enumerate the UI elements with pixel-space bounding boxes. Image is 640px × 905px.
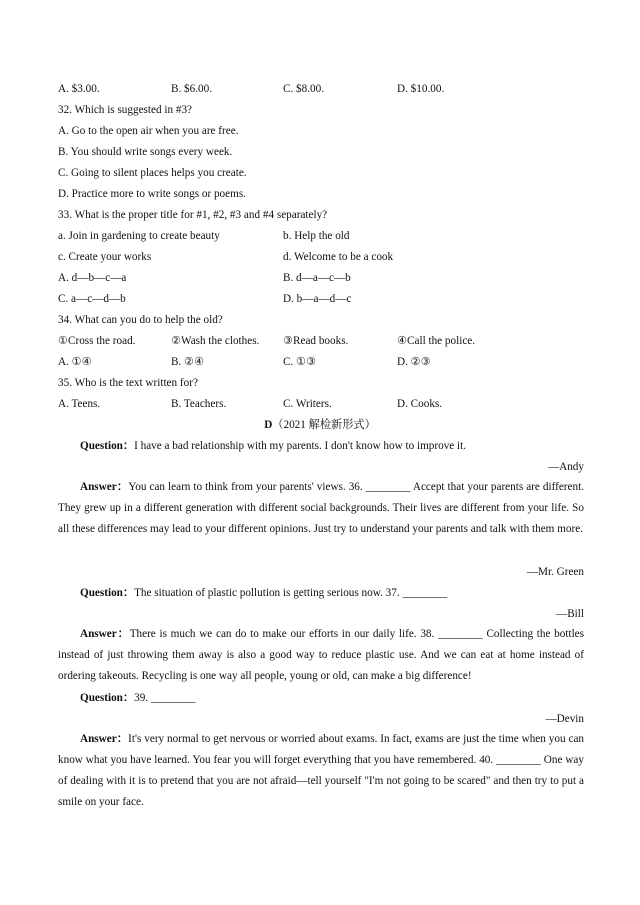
signature-mr-green: —Mr. Green <box>526 566 584 578</box>
section-heading <box>0 418 640 433</box>
q31-option-c: C. $8.00. <box>283 83 325 95</box>
answer-label: Answer： <box>80 628 130 640</box>
q32-stem: 32. Which is suggested in #3? <box>58 104 193 116</box>
q35-option-d: D. Cooks. <box>397 398 443 410</box>
question-label: Question： <box>80 692 135 704</box>
q32-option-c: C. Going to silent places helps you create. <box>58 167 247 179</box>
answer-2 <box>58 624 584 687</box>
q33-option-d: D. b—a—d—c <box>283 293 352 305</box>
answer-1-text: You can learn to think from your parents' views. 36. ________ Accept that your parents are different. They grew up in a different generation with different social backgrounds. Their lives are different from your life. So all these differences may lead to your different opinions. Just try to understand your parents and talk with them more. <box>58 481 584 535</box>
q35-option-b: B. Teachers. <box>171 398 227 410</box>
question-2 <box>80 586 447 601</box>
q34-item-3: ③Read books. <box>283 335 349 347</box>
signature-devin: —Devin <box>545 713 584 725</box>
q33-option-b: B. d—a—c—b <box>283 272 351 284</box>
question-label: Question： <box>80 440 135 452</box>
q31-option-d: D. $10.00. <box>397 83 445 95</box>
question-3 <box>80 691 196 706</box>
question-1-text: I have a bad relationship with my parents. I don't know how to improve it. <box>134 440 467 452</box>
q34-option-b: B. ②④ <box>171 356 205 368</box>
q32-option-b: B. You should write songs every week. <box>58 146 233 158</box>
q33-stem: 33. What is the proper title for #1, #2, #3 and #4 separately? <box>58 209 328 221</box>
q33-title-c: c. Create your works <box>58 251 152 263</box>
q33-title-b: b. Help the old <box>283 230 350 242</box>
answer-1 <box>58 477 584 540</box>
q33-title-d: d. Welcome to be a cook <box>283 251 394 263</box>
q34-option-a: A. ①④ <box>58 356 92 368</box>
question-3-text: 39. ________ <box>134 692 196 704</box>
section-letter: D <box>264 419 273 431</box>
q35-option-c: C. Writers. <box>283 398 332 410</box>
q31-option-b: B. $6.00. <box>171 83 213 95</box>
q33-title-a: a. Join in gardening to create beauty <box>58 230 220 242</box>
signature-andy: —Andy <box>547 461 584 473</box>
q32-option-a: A. Go to the open air when you are free. <box>58 125 239 137</box>
q32-option-d: D. Practice more to write songs or poems. <box>58 188 246 200</box>
question-label: Question： <box>80 587 135 599</box>
q34-option-d: D. ②③ <box>397 356 431 368</box>
answer-3 <box>58 729 584 813</box>
q35-stem: 35. Who is the text written for? <box>58 377 198 389</box>
q34-stem: 34. What can you do to help the old? <box>58 314 223 326</box>
signature-bill: —Bill <box>556 608 584 620</box>
answer-2-text: There is much we can do to make our efforts in our daily life. 38. ________ Collecting the bottles instead of just throwing them away is also a good way to reduce plastic use. And we can eat at home instead of ordering takeouts. Recycling is one way all people, young or old, can make a big difference! <box>58 628 584 682</box>
q34-item-1: ①Cross the road. <box>58 335 136 347</box>
section-note: （2021 解检新形式） <box>272 419 376 431</box>
q35-option-a: A. Teens. <box>58 398 101 410</box>
answer-3-text: It's very normal to get nervous or worried about exams. In fact, exams are just the time when you can know what you have learned. You fear you will forget everything that you have remembered. 40. ________ One way of dealing with it is to pretend that you are not afraid—tell yourself "I'm not going to be scared" and then try to put a smile on your face. <box>58 733 585 808</box>
question-2-text: The situation of plastic pollution is getting serious now. 37. ________ <box>134 587 448 599</box>
q31-option-a: A. $3.00. <box>58 83 100 95</box>
q34-item-2: ②Wash the clothes. <box>171 335 260 347</box>
question-1 <box>80 439 466 454</box>
answer-label: Answer： <box>80 733 129 745</box>
q33-option-c: C. a—c—d—b <box>58 293 126 305</box>
q34-item-4: ④Call the police. <box>397 335 476 347</box>
q34-option-c: C. ①③ <box>283 356 317 368</box>
answer-label: Answer： <box>80 481 129 493</box>
q33-option-a: A. d—b—c—a <box>58 272 127 284</box>
